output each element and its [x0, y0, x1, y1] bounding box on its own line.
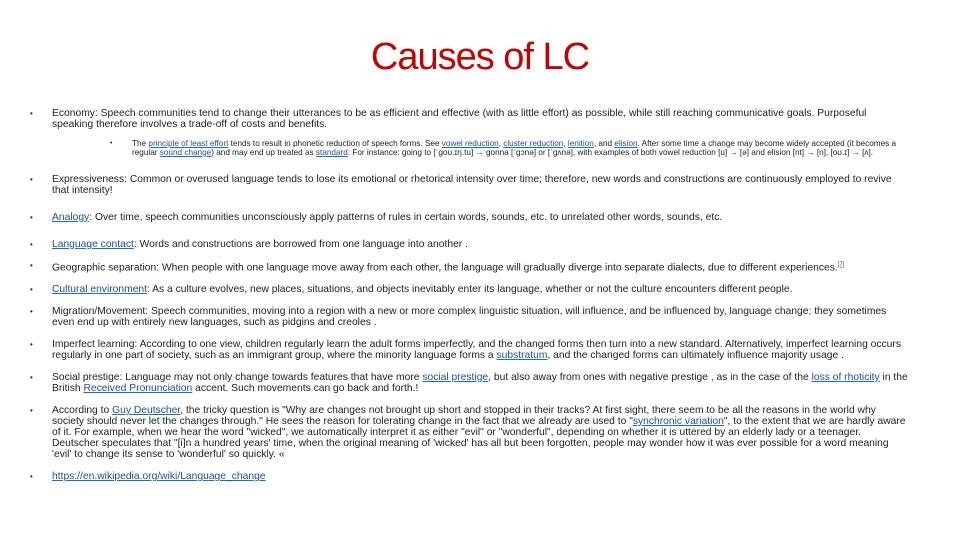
sub-text: The — [132, 139, 149, 148]
bullet-icon: • — [30, 212, 33, 222]
bullet-icon: • — [30, 239, 33, 249]
analogy-text: : Over time, speech communities unconsciously apply patterns of rules in certain words, sounds, etc. to unrelated other words, sounds, etc. — [89, 211, 723, 223]
list-item-imperfect-learning — [30, 339, 910, 361]
list-item-analogy — [30, 212, 910, 223]
sub-text: . For instance: going to [ˈɡoʊ.ɪŋ.tu] → gonna [ˈɡɔnə] or [ˈɡʌnə], with examples of both vowel reduction [u] → [ə] and elision [nt] → [n], [oʊ.ɪ] → [ʌ]. — [347, 147, 874, 157]
expressiveness-text: Expressiveness: Common or overused language tends to lose its emotional or rhetorical intensity over time; therefore, new words and constructions are continuously employed to revive that intensity! — [52, 173, 892, 196]
link-sound-change[interactable]: sound change — [159, 147, 212, 157]
cause-list — [30, 108, 910, 482]
bullet-icon: • — [30, 285, 33, 295]
link-cluster-reduction[interactable]: cluster reduction — [503, 139, 564, 148]
list-item-social-prestige — [30, 372, 910, 394]
link-vowel-reduction[interactable]: vowel reduction — [441, 139, 499, 148]
sub-text: , — [563, 139, 568, 148]
sub-text: , and — [593, 139, 615, 148]
prestige-text: accent. Such movements can go back and forth.! — [192, 383, 419, 395]
link-social-prestige[interactable]: social prestige — [422, 372, 489, 384]
deutscher-text: According to — [52, 405, 113, 417]
bullet-icon: • — [30, 260, 33, 270]
link-least-effort[interactable]: principle of least effort — [148, 139, 229, 148]
link-substratum[interactable]: substratum — [496, 350, 548, 362]
link-reference-7[interactable]: [7] — [837, 261, 845, 268]
list-item-migration — [30, 306, 910, 328]
sub-text: , — [498, 139, 504, 148]
sub-text: tends to result in phonetic reduction of speech forms. See — [228, 139, 442, 148]
deutscher-text: ", to the extent that we are hardly aware of it. For example, when we hear the word "wicked", we automatically interpret it as either "evil" or "wonderful", depending on whether it is uttered by an elderly lady or a teenager. Deutscher speculates that "[i]n a hundred years' time, when the original meaning of 'wicked' has all but been forgotten, people may wonder how it was ever possible for a word meaning 'evil' to change its sense to 'wonderful' so quickly. « — [52, 416, 906, 461]
bullet-icon: • — [30, 174, 33, 184]
migration-text: Migration/Movement: Speech communities, moving into a region with a new or more complex linguistic situation, will influence, and be influenced by, language change; they sometimes even end up with entirely new languages, such as pidgins and creoles . — [52, 306, 887, 329]
bullet-icon: • — [30, 109, 33, 118]
link-language-contact[interactable]: Language contact — [52, 238, 134, 250]
bullet-icon: • — [30, 472, 33, 482]
prestige-text: Social prestige: Language may not only change towards features that have more — [52, 372, 423, 384]
list-item-deutscher — [30, 405, 910, 460]
sub-item-least-effort — [110, 140, 910, 158]
prestige-text: , but also away from ones with negative prestige , as in the case of the — [488, 372, 812, 384]
bullet-icon: • — [30, 406, 33, 416]
list-item-cultural-environment — [30, 284, 910, 295]
link-elision[interactable]: elision — [614, 139, 638, 148]
link-standard[interactable]: standard — [315, 147, 348, 157]
link-guy-deutscher[interactable]: Guy Deutscher — [112, 405, 181, 417]
link-received-pronunciation[interactable]: Received Pronunciation — [83, 383, 193, 395]
list-item-source — [30, 471, 910, 482]
prestige-text: in the British — [52, 372, 908, 395]
culture-text: : As a culture evolves, new places, situations, and objects inevitably enter its language, whether or not the culture encounters different people. — [147, 284, 793, 296]
slide-title: Causes of LC — [370, 36, 590, 78]
sub-bullet-icon: • — [110, 140, 113, 147]
sub-text: ) and may end up treated as — [211, 147, 316, 157]
list-item-language-contact — [30, 239, 910, 250]
deutscher-text: , the tricky question is "Why are changes not brought up short and stopped in their tracks? At first sight, there seem to be all the reasons in the world why society should never let the changes through." He sees the reason for tolerating change in the fact that we already are used to " — [52, 405, 876, 428]
geo-text: Geographic separation: When people with one language move away from each other, the language will gradually diverge into separate dialects, due to different experiences. — [52, 262, 838, 274]
link-analogy[interactable]: Analogy — [52, 211, 90, 223]
economy-text: Economy: Speech communities tend to change their utterances to be as efficient and effective (with as little effort) as possible, while still reaching communicative goals. Purposeful speaking therefore involves a trade-off of costs and benefits. — [52, 108, 867, 130]
list-item-geographic-separation — [30, 260, 910, 273]
link-lenition[interactable]: lenition — [567, 139, 594, 148]
sub-text: . After some time a change may become widely accepted (it becomes a regular — [132, 139, 897, 157]
link-cultural-environment[interactable]: Cultural environment — [52, 284, 148, 296]
contact-text: : Words and constructions are borrowed from one language into another . — [133, 238, 468, 250]
link-loss-of-rhoticity[interactable]: loss of rhoticity — [811, 372, 880, 384]
link-source-url[interactable]: https://en.wikipedia.org/wiki/Language_change — [52, 471, 266, 483]
list-item-economy — [30, 108, 910, 158]
imperfect-text: Imperfect learning: According to one view, children regularly learn the adult forms imperfectly, and the changed forms then turn into a new standard. Alternatively, imperfect learning occurs regularly in one part of society, such as an immigrant group, where the minority language forms a — [52, 339, 901, 362]
imperfect-text: , and the changed forms can ultimately influence majority usage . — [547, 350, 844, 362]
bullet-icon: • — [30, 373, 33, 383]
bullet-icon: • — [30, 340, 33, 350]
bullet-icon: • — [30, 307, 33, 317]
link-synchronic-variation[interactable]: synchronic variation — [632, 416, 724, 428]
list-item-expressiveness — [30, 174, 910, 196]
